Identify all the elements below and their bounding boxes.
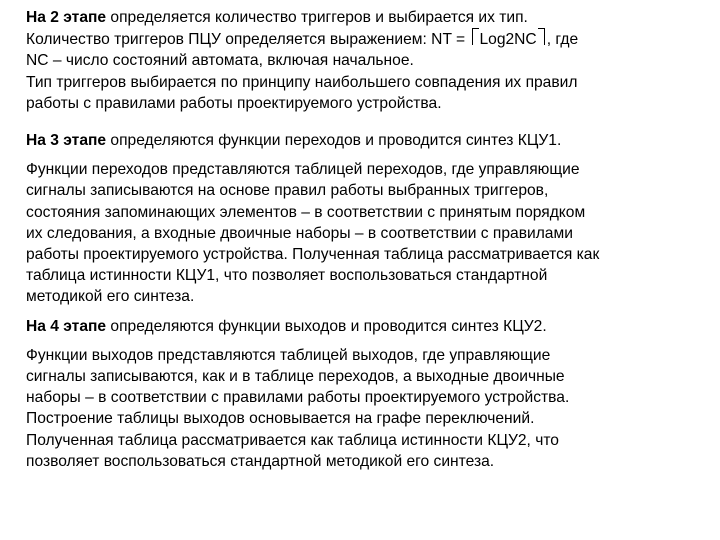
stage2-type-text: Тип триггеров выбирается по принципу наибольшего совпадения их правил работы с правилами работы проектируемого устройства.	[26, 73, 578, 112]
stage3-body: Функции переходов представляются таблицей переходов, где управляющие сигналы записываются на основе правил работы выбранных триггеров, состояния запоминающих элементов – в соответствии с принятым порядком их следования, а входные двоичные наборы – в соответствии с правилами работы проектируемого устройства. Полученная таблица рассматривается как таблица истинности КЦУ1, что позволяет воспользоваться стандартной методикой его синтеза.	[26, 161, 600, 306]
stage2-title: определяется количество триггеров и выбирается их тип.	[106, 9, 528, 26]
ceiling-close-symbol	[537, 28, 547, 46]
formula-prefix: Количество триггеров ПЦУ определяется выражением: NT =	[26, 31, 470, 49]
ceiling-open-symbol	[469, 28, 479, 46]
stage4-heading	[26, 316, 696, 337]
stage4-lead: На 4 этапе	[26, 317, 107, 335]
stage3-title: определяются функции переходов и проводится синтез КЦУ1.	[106, 132, 562, 150]
stage4-title: определяются функции выходов и проводится синтез КЦУ2.	[106, 317, 547, 335]
formula-suffix: , где	[546, 31, 579, 49]
stage3-lead: На 3 этапе	[26, 132, 107, 150]
stage2-heading	[26, 7, 696, 28]
stage3-heading	[26, 130, 696, 151]
stage2-formula-tail: NC – число состояний автомата, включая начальное.	[26, 52, 414, 70]
stage4-body: Функции выходов представляются таблицей выходов, где управляющие сигналы записываются, как и в таблице переходов, а выходные двоичные наборы – в соответствии с правилами работы проектируемого устройства. Построение таблицы выходов основывается на графе переключений. Полученная таблица рассматривается как таблица истинности КЦУ2, что позволяет воспользоваться стандартной методикой его синтеза.	[26, 346, 570, 470]
stage2-formula-line	[26, 28, 696, 50]
formula-body: Log2NC	[479, 31, 537, 49]
stage2-lead: На 2 этапе	[26, 9, 107, 26]
